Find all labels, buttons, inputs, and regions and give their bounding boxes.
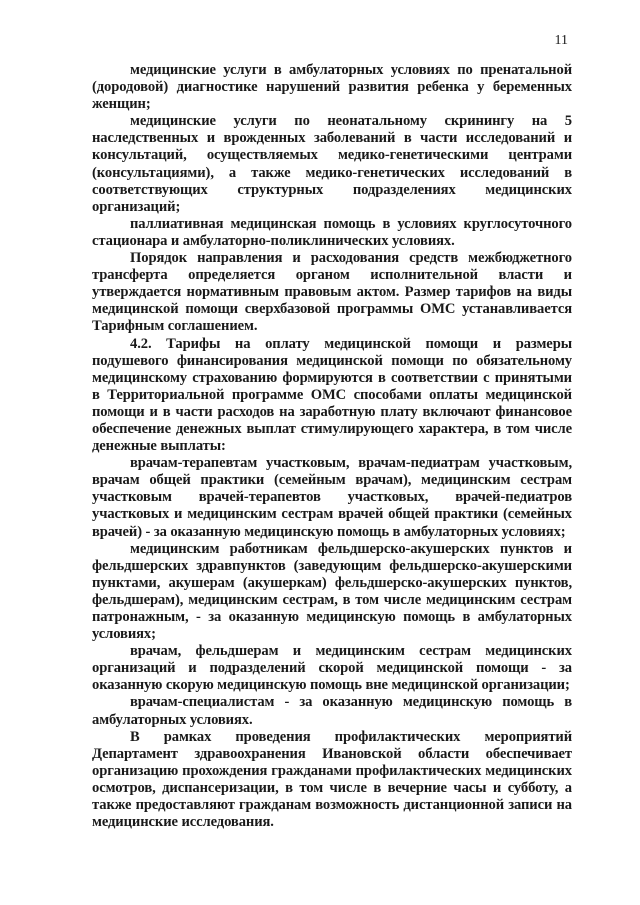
- document-body: [92, 62, 572, 831]
- paragraph-prenatal-diagnostics: медицинские услуги в амбулаторных условиях по пренатальной (дородовой) диагностике нарушений развития ребенка у беременных женщин;: [92, 62, 572, 113]
- paragraph-district-physicians: врачам-терапевтам участковым, врачам-педиатрам участковым, врачам общей практики (семейным врачам), медицинским сестрам участковым врачей-терапевтов участковых, врачей-педиатров участковых и медицинским сестрам врачей общей практики (семейных врачей) - за оказанную медицинскую помощь в амбулаторных условиях;: [92, 455, 572, 540]
- paragraph-transfer-procedure: Порядок направления и расходования средств межбюджетного трансферта определяется органом исполнительной власти и утверждается нормативным правовым актом. Размер тарифов на виды медицинской помощи сверхбазовой программы ОМС устанавливается Тарифным соглашением.: [92, 250, 572, 335]
- paragraph-neonatal-screening: медицинские услуги по неонатальному скринингу на 5 наследственных и врожденных заболеваний в части исследований и консультаций, осуществляемых медико-генетическими центрами (консультациями), а также медико-генетических исследований в соответствующих структурных подразделениях медицинских организаций;: [92, 113, 572, 215]
- paragraph-specialists: врачам-специалистам - за оказанную медицинскую помощь в амбулаторных условиях.: [92, 694, 572, 728]
- paragraph-section-4-2: 4.2. Тарифы на оплату медицинской помощи и размеры подушевого финансирования медицинской помощи по обязательному медицинскому страхованию формируются в соответствии с принятыми в Территориальной программе ОМС способами оплаты медицинской помощи и в части расходов на заработную плату включают финансовое обеспечение денежных выплат стимулирующего характера, в том числе денежные выплаты:: [92, 335, 572, 455]
- paragraph-feldsher-staff: медицинским работникам фельдшерско-акушерских пунктов и фельдшерских здравпунктов (заведующим фельдшерско-акушерскими пунктами, акушерам (акушеркам) фельдшерско-акушерских пунктов, фельдшерам), медицинским сестрам, в том числе медицинским сестрам патронажным, - за оказанную медицинскую помощь в амбулаторных условиях;: [92, 540, 572, 643]
- paragraph-palliative-care: паллиативная медицинская помощь в условиях круглосуточного стационара и амбулаторно-поликлинических условиях.: [92, 215, 572, 249]
- paragraph-emergency-staff: врачам, фельдшерам и медицинским сестрам медицинских организаций и подразделений скорой медицинской помощи - за оказанную скорую медицинскую помощь вне медицинской организации;: [92, 643, 572, 694]
- paragraph-preventive-measures: В рамках проведения профилактических мероприятий Департамент здравоохранения Ивановской области обеспечивает организацию прохождения гражданами профилактических медицинских осмотров, диспансеризации, в том числе в вечерние часы и субботу, а также предоставляют гражданам возможность дистанционной записи на медицинские исследования.: [92, 728, 572, 831]
- page-number: 11: [554, 33, 568, 48]
